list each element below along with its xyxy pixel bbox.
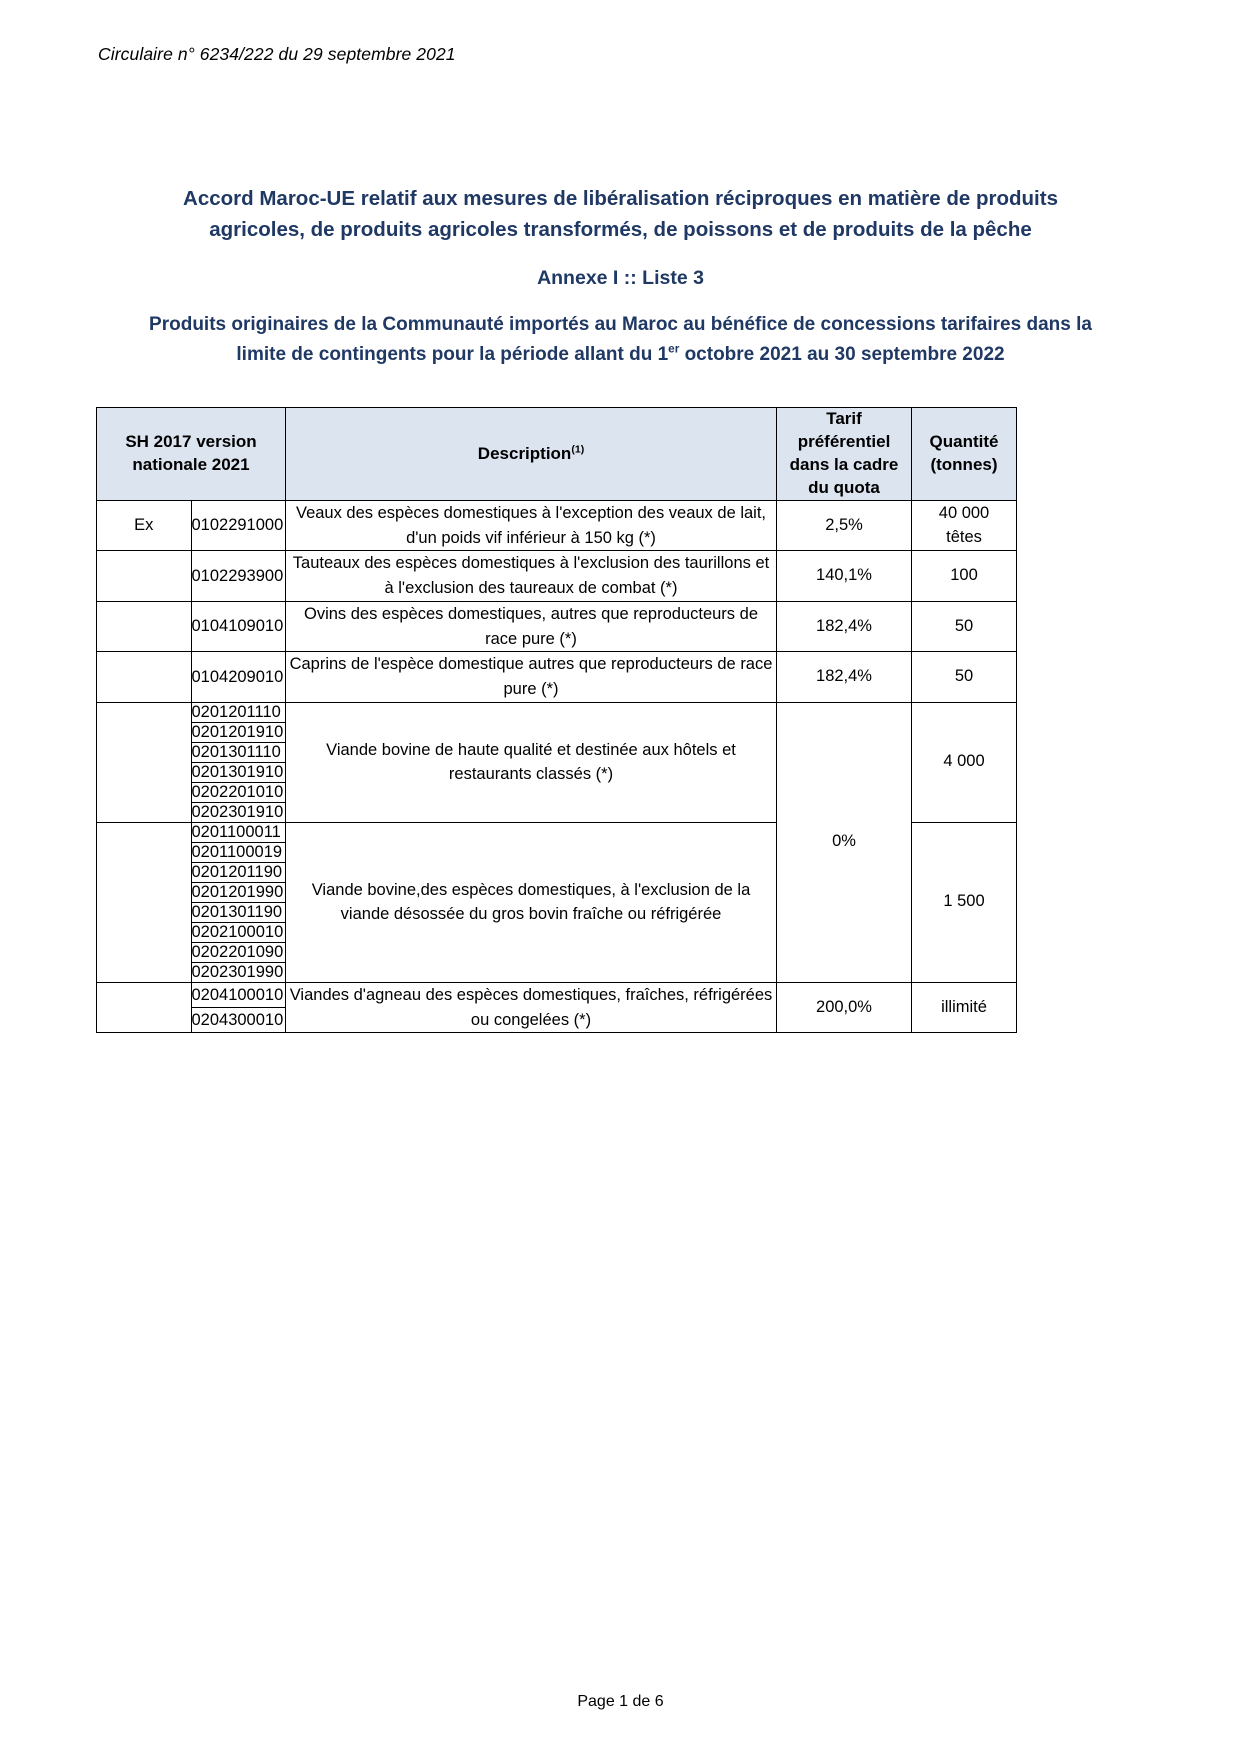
preferential-tariff: 200,0% — [777, 982, 912, 1033]
ex-marker — [97, 982, 192, 1033]
column-header-tarif-line1: Tarif — [826, 409, 862, 429]
sh-code: 0201100011 — [191, 822, 286, 842]
column-header-tarif-line2: préférentiel — [797, 432, 891, 452]
table-row — [97, 982, 1017, 1007]
ordinal-suffix: er — [668, 342, 680, 356]
preferential-tariff: 0% — [777, 702, 912, 982]
quota-quantity: illimité — [912, 982, 1017, 1033]
sh-code: 0201301110 — [191, 742, 286, 762]
ex-marker — [97, 702, 192, 822]
column-header-qty-line1: Quantité — [929, 432, 999, 452]
product-description: Viande bovine,des espèces domestiques, à l'exclusion de la viande désossée du gros bovin fraîche ou réfrigérée — [286, 822, 777, 982]
sh-code: 0201301190 — [191, 902, 286, 922]
sh-code: 0201201110 — [191, 702, 286, 722]
column-header-tarif-line4: du quota — [808, 478, 880, 497]
column-header-qty-line2: (tonnes) — [930, 455, 998, 475]
preferential-tariff: 140,1% — [777, 551, 912, 602]
scope-description — [96, 310, 1145, 369]
quota-quantity: 1 500 — [912, 822, 1017, 982]
sh-code: 0201201190 — [191, 862, 286, 882]
column-header-sh-line2: nationale 2021 — [132, 455, 250, 475]
ex-marker — [97, 652, 192, 703]
table-header-row — [97, 408, 1017, 501]
sh-code: 0201201990 — [191, 882, 286, 902]
table-row — [97, 702, 1017, 722]
page-footer: Page 1 de 6 — [577, 1693, 664, 1710]
quota-quantity-value: 40 000 — [938, 503, 990, 522]
document-title-line2: agricoles, de produits agricoles transformés, de poissons et de produits de la pêche — [209, 218, 1032, 242]
ex-marker — [97, 822, 192, 982]
document-title — [96, 183, 1145, 245]
sh-code: 0202301990 — [191, 962, 286, 982]
scope-line2-after: octobre 2021 au 30 septembre 2022 — [679, 343, 1005, 365]
sh-code: 0102291000 — [191, 500, 286, 551]
quota-quantity: 100 — [912, 551, 1017, 602]
tariff-quota-table — [96, 407, 1017, 1033]
sh-code: 0201201910 — [191, 722, 286, 742]
sh-code: 0104109010 — [191, 601, 286, 652]
document-title-line1: Accord Maroc-UE relatif aux mesures de libéralisation réciproques en matière de produits — [183, 187, 1058, 210]
quota-quantity: 4 000 — [912, 702, 1017, 822]
quota-quantity: 50 — [912, 601, 1017, 652]
product-description: Tauteaux des espèces domestiques à l'exclusion des taurillons et à l'exclusion des taureaux de combat (*) — [286, 551, 777, 602]
table-row — [97, 551, 1017, 602]
ex-marker: Ex — [97, 500, 192, 551]
ex-marker — [97, 601, 192, 652]
column-header-description-label: Description — [477, 443, 572, 463]
product-description: Viande bovine de haute qualité et destinée aux hôtels et restaurants classés (*) — [286, 702, 777, 822]
product-description: Ovins des espèces domestiques, autres que reproducteurs de race pure (*) — [286, 601, 777, 652]
table-row — [97, 601, 1017, 652]
quota-quantity — [912, 500, 1017, 551]
product-description: Viandes d'agneau des espèces domestiques, fraîches, réfrigérées ou congelées (*) — [286, 982, 777, 1033]
preferential-tariff: 182,4% — [777, 652, 912, 703]
table-row — [97, 500, 1017, 551]
column-header-tarif-line3: dans la cadre — [789, 455, 899, 475]
annexe-subtitle: Annexe I :: Liste 3 — [537, 267, 704, 290]
preferential-tariff: 2,5% — [777, 500, 912, 551]
footnote-marker: (1) — [571, 442, 585, 455]
table-body — [97, 500, 1017, 1033]
table-header — [97, 408, 1017, 501]
product-description: Veaux des espèces domestiques à l'exception des veaux de lait, d'un poids vif inférieur à 150 kg (*) — [286, 500, 777, 551]
sh-code: 0104209010 — [191, 652, 286, 703]
column-header-sh-code — [97, 408, 286, 501]
quota-quantity: 50 — [912, 652, 1017, 703]
column-header-description — [286, 408, 777, 501]
sh-code: 0204100010 — [191, 982, 286, 1007]
scope-line1: Produits originaires de la Communauté importés au Maroc au bénéfice de concessions tarifaires dans la — [149, 314, 1092, 336]
sh-code: 0202201090 — [191, 942, 286, 962]
sh-code: 0202201010 — [191, 782, 286, 802]
sh-code: 0201301910 — [191, 762, 286, 782]
column-header-preferential-tariff — [777, 408, 912, 501]
ex-marker — [97, 551, 192, 602]
sh-code: 0102293900 — [191, 551, 286, 602]
column-header-quantity — [912, 408, 1017, 501]
quota-quantity-unit: têtes — [946, 527, 982, 546]
title-block — [96, 183, 1145, 369]
sh-code: 0202301910 — [191, 802, 286, 822]
sh-code: 0201100019 — [191, 842, 286, 862]
product-description: Caprins de l'espèce domestique autres que reproducteurs de race pure (*) — [286, 652, 777, 703]
sh-code: 0202100010 — [191, 922, 286, 942]
circular-reference: Circulaire n° 6234/222 du 29 septembre 2021 — [98, 44, 456, 64]
column-header-sh-line1: SH 2017 version — [125, 432, 257, 452]
table-row — [97, 652, 1017, 703]
preferential-tariff: 182,4% — [777, 601, 912, 652]
sh-code: 0204300010 — [191, 1008, 286, 1033]
scope-line2-before: limite de contingents pour la période allant du 1 — [236, 343, 669, 365]
